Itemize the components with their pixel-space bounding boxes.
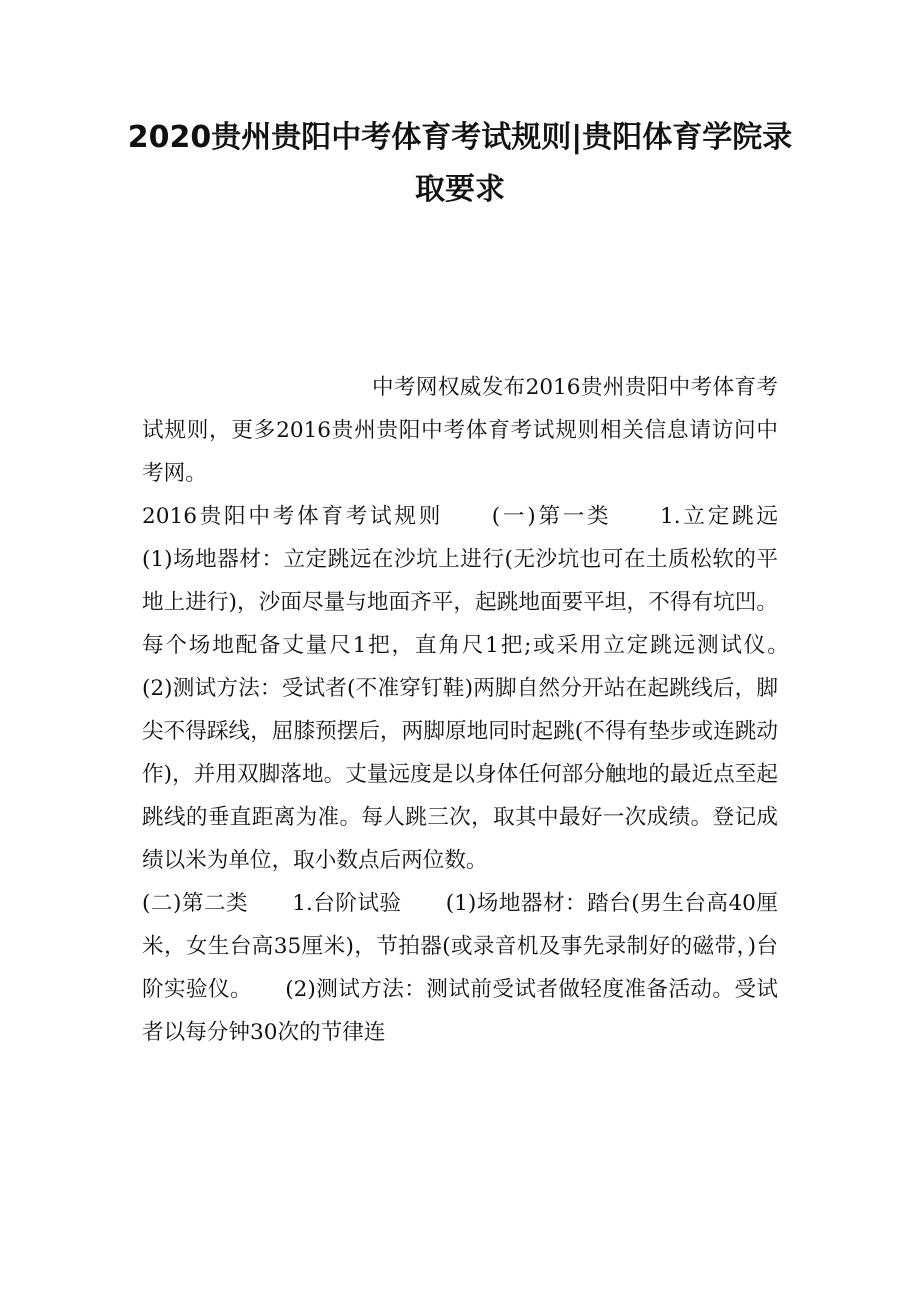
document-body [142, 366, 822, 1054]
rules-paragraph-second-category: (二)第二类 1.台阶试验 (1)场地器材：踏台(男生台高40厘米，女生台高35厘米)，节拍器(或录音机及事先录制好的磁带，)台阶实验仪。 (2)测试方法：测试前受试者做轻度准备活动。受试者以每分钟30次的节律连 [142, 891, 778, 1045]
intro-paragraph: 中考网权威发布2016贵州贵阳中考体育考试规则，更多2016贵州贵阳中考体育考试规则相关信息请访问中考网。 [142, 375, 778, 486]
document-title: 2020贵州贵阳中考体育考试规则|贵阳体育学院录取要求 [127, 120, 793, 207]
rules-paragraph-first-category: 2016贵阳中考体育考试规则 (一)第一类 1.立定跳远 (1)场地器材：立定跳远在沙坑上进行(无沙坑也可在土质松软的平地上进行)，沙面尽量与地面齐平，起跳地面要平坦，不得有坑凹。每个场地配备丈量尺1把，直角尺1把;或采用立定跳远测试仪。 (2)测试方法：受试者(不准穿钉鞋)两脚自然分开站在起跳线后，脚尖不得踩线，屈膝预摆后，两脚原地同时起跳(不得有垫步或连跳动作)，并用双脚落地。丈量远度是以身体任何部分触地的最近点至起跳线的垂直距离为准。每人跳三次，取其中最好一次成绩。登记成绩以米为单位，取小数点后两位数。 [142, 504, 822, 873]
